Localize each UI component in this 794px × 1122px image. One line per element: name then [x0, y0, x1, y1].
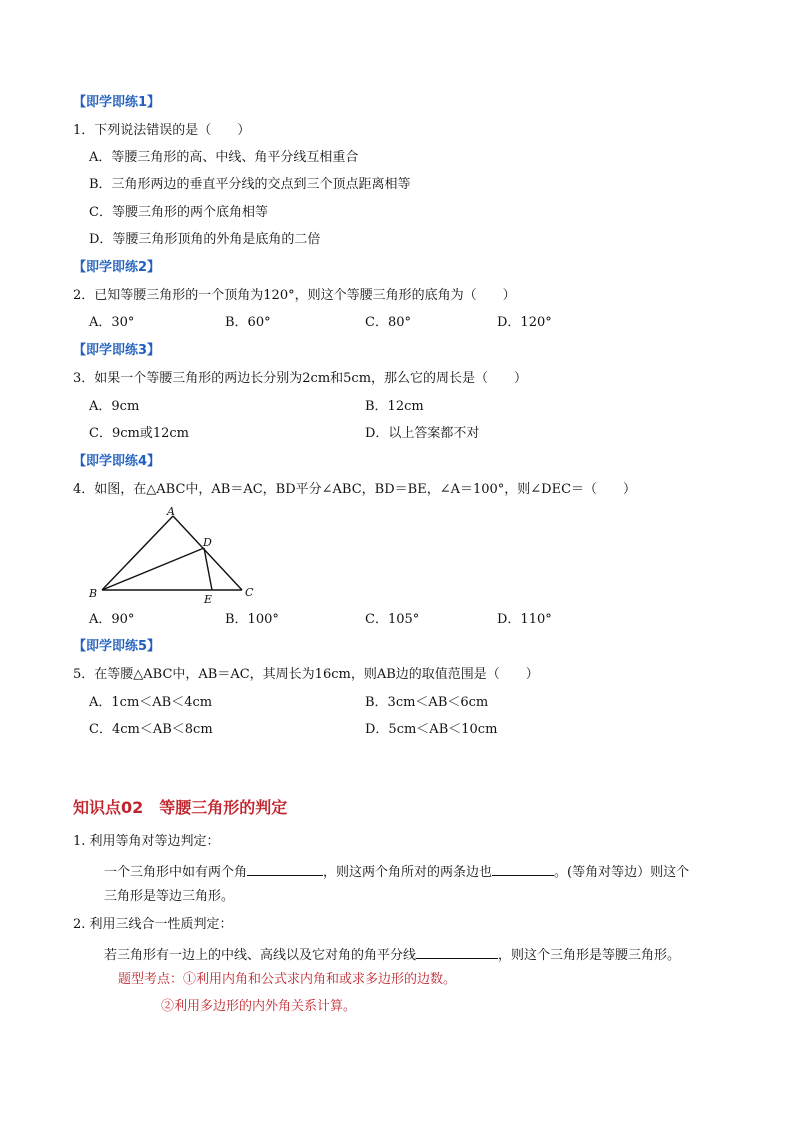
question-4-option-a: A．90° — [89, 612, 135, 627]
question-2-option-a: A．30° — [89, 315, 135, 330]
vertex-label-c: C — [245, 586, 254, 599]
segment-ab — [102, 516, 173, 590]
question-1-stem: 1．下列说法错误的是（ ） — [73, 123, 251, 138]
note-line-2: ②利用多边形的内外角关系计算。 — [161, 999, 357, 1014]
question-5-option-c: C．4cm＜AB＜8cm — [89, 722, 213, 737]
item-2-title: 2. 利用三线合一性质判定： — [73, 917, 233, 932]
vertex-label-b: B — [89, 587, 98, 600]
fill-blank-2[interactable] — [492, 862, 554, 876]
vertex-label-d: D — [203, 536, 212, 549]
practice-3-header: 【即学即练3】 — [73, 343, 161, 358]
section-title: 知识点02 等腰三角形的判定 — [73, 798, 288, 817]
question-1-option-b: B．三角形两边的垂直平分线的交点到三个顶点距离相等 — [89, 177, 411, 192]
item-1-title: 1. 利用等角对等边判定： — [73, 834, 220, 849]
item-2-line-1 — [104, 945, 680, 964]
question-4-option-d: D．110° — [497, 612, 552, 627]
item-1-text-a: 一个三角形中如有两个角 — [104, 865, 248, 880]
vertex-label-e: E — [204, 593, 213, 606]
question-2-option-b: B．60° — [225, 315, 271, 330]
item-2-text-b: ，则这个三角形是等腰三角形。 — [498, 948, 681, 963]
practice-1-header: 【即学即练1】 — [73, 95, 161, 110]
question-3-option-d: D．以上答案都不对 — [365, 426, 480, 441]
triangle-figure — [80, 500, 280, 610]
question-1-option-d: D．等腰三角形顶角的外角是底角的二倍 — [89, 232, 321, 247]
fill-blank-3[interactable] — [416, 945, 498, 959]
segment-bd — [102, 548, 204, 590]
question-3-stem: 3．如果一个等腰三角形的两边长分别为2cm和5cm，那么它的周长是（ ） — [73, 371, 528, 386]
question-5-option-d: D．5cm＜AB＜10cm — [365, 722, 498, 737]
question-2-stem: 2．已知等腰三角形的一个顶角为120°，则这个等腰三角形的底角为（ ） — [73, 288, 516, 303]
question-1-option-a: A．等腰三角形的高、中线、角平分线互相重合 — [89, 150, 359, 165]
item-1-text-d: 三角形是等边三角形。 — [104, 889, 235, 904]
practice-5-header: 【即学即练5】 — [73, 639, 161, 654]
question-2-option-c: C．80° — [365, 315, 411, 330]
fill-blank-1[interactable] — [247, 862, 323, 876]
practice-2-header: 【即学即练2】 — [73, 260, 161, 275]
question-5-option-b: B．3cm＜AB＜6cm — [365, 695, 489, 710]
question-1-option-c: C．等腰三角形的两个底角相等 — [89, 205, 268, 220]
item-1-line-1 — [104, 862, 689, 881]
vertex-label-a: A — [167, 505, 175, 518]
question-4-option-b: B．100° — [225, 612, 279, 627]
item-1-text-b: ，则这两个角所对的两条边也 — [323, 865, 493, 880]
question-4-option-c: C．105° — [365, 612, 420, 627]
question-3-option-b: B．12cm — [365, 399, 424, 414]
practice-4-header: 【即学即练4】 — [73, 454, 161, 469]
note-line-1: 题型考点：①利用内角和公式求内角和或求多边形的边数。 — [118, 972, 457, 987]
question-5-option-a: A．1cm＜AB＜4cm — [89, 695, 213, 710]
question-2-option-d: D．120° — [497, 315, 552, 330]
question-4-stem: 4．如图，在△ABC中，AB＝AC，BD平分∠ABC，BD＝BE，∠A＝100°，则∠DEC＝（ ） — [73, 482, 637, 497]
item-1-text-c: 。(等角对等边）则这个 — [554, 865, 690, 880]
question-3-option-c: C．9cm或12cm — [89, 426, 189, 441]
item-2-text-a: 若三角形有一边上的中线、高线以及它对角的角平分线 — [104, 948, 417, 963]
question-5-stem: 5．在等腰△ABC中，AB＝AC，其周长为16cm，则AB边的取值范围是（ ） — [73, 667, 539, 682]
segment-ac — [173, 516, 242, 590]
question-3-option-a: A．9cm — [89, 399, 140, 414]
